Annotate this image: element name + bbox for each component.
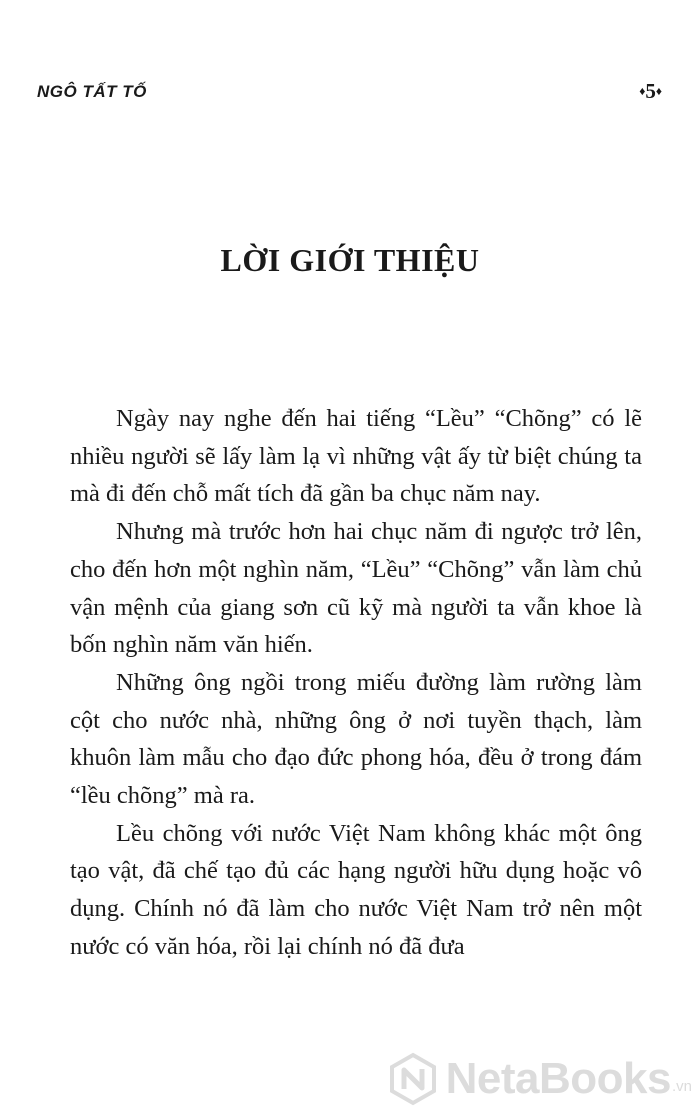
paragraph-3: Những ông ngồi trong miếu đường làm rường làm cột cho nước nhà, những ông ở nơi tuyền thạch, làm khuôn làm mẫu cho đạo đức phong hóa, đều ở trong đám “lều chõng” mà ra. — [70, 668, 642, 810]
watermark-brand: NetaBooks — [445, 1054, 671, 1103]
running-header-author: NGÔ TẤT TỐ — [37, 82, 147, 101]
diamond-right-icon: ♦ — [655, 84, 662, 98]
body-text — [70, 400, 642, 966]
watermark-suffix: .vn — [671, 1077, 692, 1095]
watermark — [386, 1052, 692, 1106]
paragraph-4: Lều chõng với nước Việt Nam không khác một ông tạo vật, đã chế tạo đủ các hạng người hữu dụng hoặc vô dụng. Chính nó đã làm cho nước Việt Nam trở nên một nước có văn hóa, rồi lại chính nó đã đưa — [70, 819, 642, 960]
netabooks-logo-icon — [386, 1052, 440, 1106]
diamond-left-icon: ♦ — [639, 84, 646, 98]
page-number — [639, 79, 662, 104]
paragraph-2: Nhưng mà trước hơn hai chục năm đi ngược trở lên, cho đến hơn một nghìn năm, “Lều” “Chõng” vẫn làm chủ vận mệnh của giang sơn cũ kỹ mà người ta vẫn khoe là bốn nghìn năm văn hiến. — [70, 518, 642, 659]
chapter-title: LỜI GIỚI THIỆU — [220, 242, 480, 278]
paragraph-1: Ngày nay nghe đến hai tiếng “Lều” “Chõng” có lẽ nhiều người sẽ lấy làm lạ vì những vật ấy từ biệt chúng ta mà đi đến chỗ mất tích đã gần ba chục năm nay. — [70, 405, 642, 508]
page-number-value: 5 — [645, 79, 656, 103]
